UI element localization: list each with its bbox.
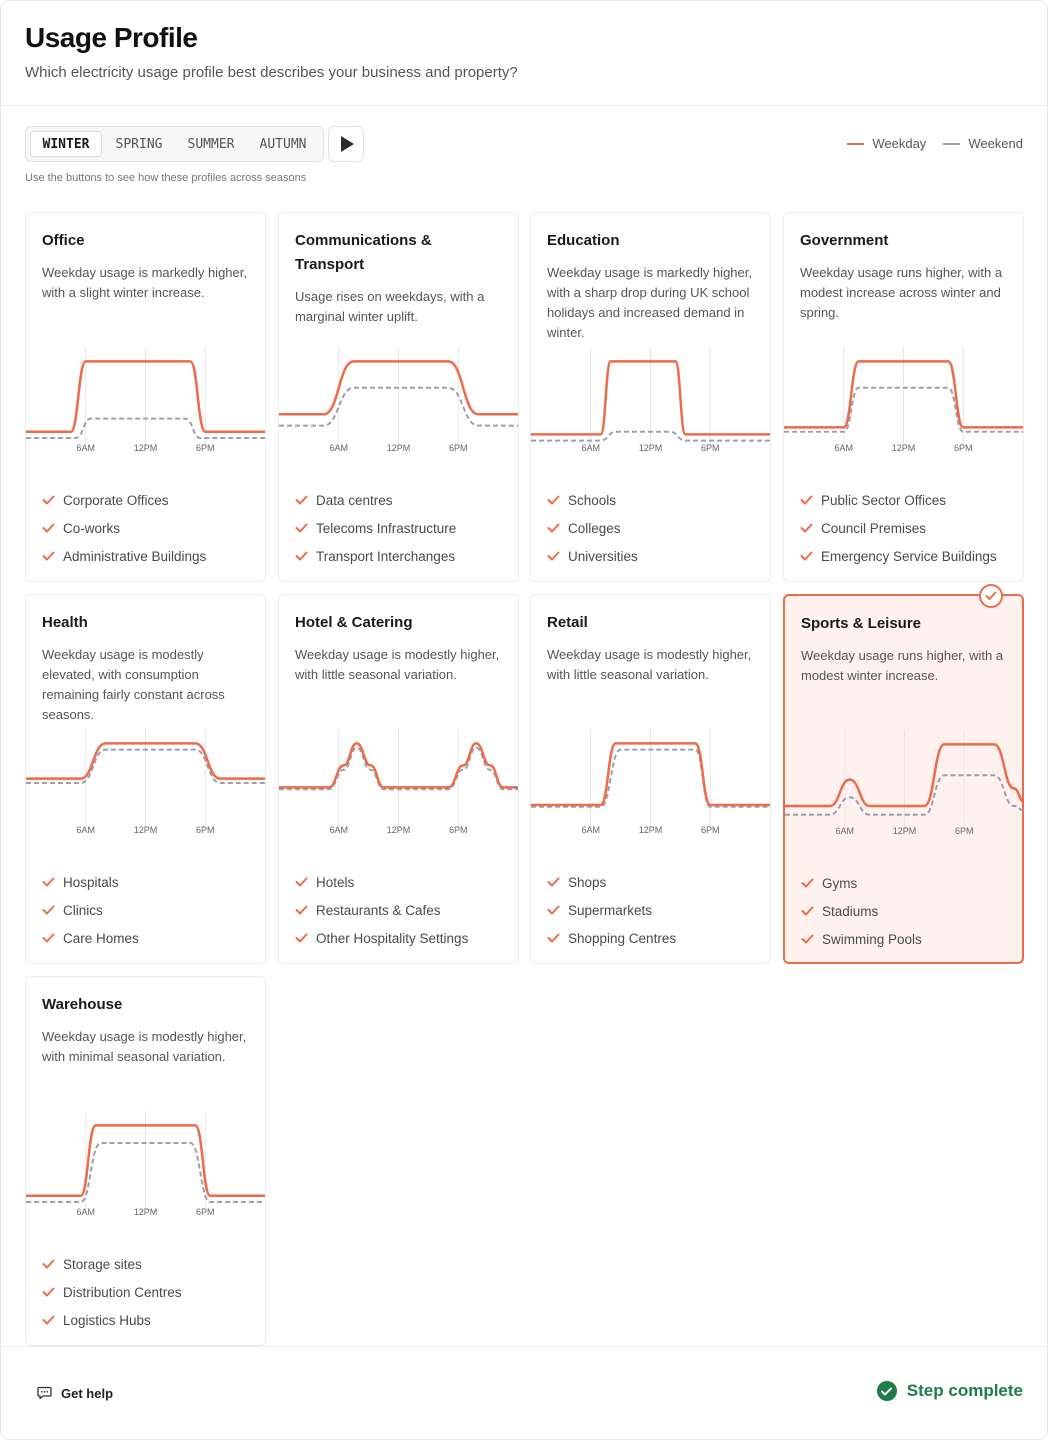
chart-tick-label: 6PM <box>448 825 468 835</box>
list-item-label: Data centres <box>316 492 393 508</box>
profile-usage-chart <box>26 725 265 841</box>
profile-card[interactable] <box>530 212 771 582</box>
profile-usage-chart <box>26 1107 265 1223</box>
profile-card[interactable] <box>25 212 266 582</box>
profile-usage-chart <box>531 343 770 459</box>
get-help-button[interactable] <box>37 1384 113 1402</box>
chart-tick-label: 6PM <box>954 826 974 836</box>
profile-card[interactable] <box>278 212 519 582</box>
profile-card-title: Education <box>547 232 620 249</box>
chart-tick-label: 6PM <box>448 443 468 453</box>
list-item <box>547 868 676 896</box>
chart-tick-label: 6PM <box>700 443 720 453</box>
play-seasons-button[interactable] <box>328 126 364 162</box>
list-item-label: Shopping Centres <box>568 930 677 946</box>
check-icon <box>547 495 560 505</box>
profile-card[interactable] <box>783 594 1024 964</box>
list-item-label: Schools <box>568 492 617 508</box>
list-item-label: Administrative Buildings <box>63 548 207 564</box>
page-header <box>0 0 1048 106</box>
list-item <box>295 896 468 924</box>
chart-tick-label: 12PM <box>386 443 411 453</box>
check-icon <box>547 551 560 561</box>
list-item-label: Universities <box>568 548 638 564</box>
list-item-label: Council Premises <box>821 520 927 536</box>
list-item <box>295 542 456 570</box>
chart-tick-label: 12PM <box>891 443 916 453</box>
list-item-label: Gyms <box>822 875 858 891</box>
list-item <box>801 897 922 925</box>
check-icon <box>801 878 814 888</box>
list-item-label: Hotels <box>316 874 355 890</box>
list-item-label: Telecoms Infrastructure <box>316 520 457 536</box>
check-icon <box>42 905 55 915</box>
list-item-label: Clinics <box>63 902 103 918</box>
list-item-label: Swimming Pools <box>822 931 922 947</box>
season-button-winter[interactable]: WINTER <box>30 131 102 157</box>
chart-tick-label: 12PM <box>638 443 663 453</box>
list-item <box>547 896 676 924</box>
chart-tick-label: 6PM <box>953 443 973 453</box>
list-item <box>547 542 638 570</box>
chart-tick-label: 6AM <box>329 825 349 835</box>
step-status-label: Step complete <box>906 1381 1023 1400</box>
check-icon <box>547 523 560 533</box>
legend-weekday-label: Weekday <box>872 136 927 151</box>
legend-weekend <box>943 136 1023 151</box>
legend-weekday <box>847 136 926 151</box>
profile-card[interactable] <box>25 594 266 964</box>
list-item-label: Co-works <box>63 520 121 536</box>
profile-example-list <box>801 869 922 953</box>
check-icon <box>800 523 813 533</box>
list-item-label: Colleges <box>568 520 621 536</box>
profile-usage-chart <box>784 343 1023 459</box>
list-item-label: Public Sector Offices <box>821 492 947 508</box>
profile-card-description: Weekday usage is modestly higher, with little seasonal variation. <box>547 647 752 682</box>
weekday-line-icon <box>847 143 864 145</box>
list-item <box>547 514 638 542</box>
check-circle-icon <box>877 1381 897 1401</box>
list-item-label: Hospitals <box>63 874 119 890</box>
list-item <box>42 1306 182 1334</box>
profile-example-list <box>42 486 206 570</box>
legend-weekend-label: Weekend <box>968 136 1023 151</box>
list-item-label: Corporate Offices <box>63 492 169 508</box>
check-icon <box>800 495 813 505</box>
profile-example-list <box>800 486 997 570</box>
list-item <box>42 924 139 952</box>
list-item <box>42 1250 182 1278</box>
chart-tick-label: 6AM <box>581 825 601 835</box>
list-item <box>42 542 206 570</box>
profile-card-title: Government <box>800 232 889 249</box>
chart-tick-label: 12PM <box>638 825 663 835</box>
chart-tick-label: 6AM <box>835 826 855 836</box>
list-item-label: Logistics Hubs <box>63 1312 151 1328</box>
chart-tick-label: 6PM <box>700 825 720 835</box>
list-item <box>800 514 997 542</box>
check-icon <box>42 495 55 505</box>
chart-tick-label: 12PM <box>386 825 411 835</box>
list-item <box>295 868 468 896</box>
profile-usage-chart <box>785 726 1024 842</box>
list-item <box>42 486 206 514</box>
check-icon <box>295 551 308 561</box>
profile-usage-chart <box>26 343 265 459</box>
season-button-autumn[interactable]: AUTUMN <box>259 136 307 152</box>
season-hint: Use the buttons to see how these profiles across seasons <box>25 172 307 184</box>
list-item <box>295 514 456 542</box>
chart-tick-label: 6AM <box>329 443 349 453</box>
list-item-label: Stadiums <box>822 903 879 919</box>
chart-tick-label: 6AM <box>76 825 96 835</box>
profile-card-description: Weekday usage runs higher, with a modest winter increase. <box>801 648 1004 683</box>
list-item-label: Restaurants & Cafes <box>316 902 441 918</box>
list-item <box>42 868 139 896</box>
chart-tick-label: 12PM <box>133 825 158 835</box>
profile-usage-chart <box>279 725 518 841</box>
selected-check-icon <box>979 584 1003 608</box>
chart-legend <box>830 136 1023 151</box>
chart-tick-label: 6AM <box>76 1207 96 1217</box>
play-icon <box>341 136 354 152</box>
weekend-line-icon <box>943 143 960 145</box>
list-item-label: Care Homes <box>63 930 139 946</box>
profile-card[interactable] <box>25 976 266 1346</box>
profile-example-list <box>42 1250 182 1334</box>
profile-card[interactable] <box>278 594 519 964</box>
season-selector <box>25 126 324 162</box>
check-icon <box>547 905 560 915</box>
profile-card-description: Weekday usage is markedly higher, with a slight winter increase. <box>42 265 247 300</box>
profile-card[interactable] <box>783 212 1024 582</box>
profile-card-title: Retail <box>547 614 588 631</box>
list-item-label: Storage sites <box>63 1256 142 1272</box>
profile-usage-chart <box>279 343 518 459</box>
check-icon <box>547 933 560 943</box>
list-item <box>295 924 468 952</box>
profile-example-list <box>295 868 468 952</box>
chat-icon <box>37 1386 52 1400</box>
profile-card-description: Weekday usage is modestly elevated, with consumption remaining fairly constant across seasons. <box>42 647 225 722</box>
check-icon <box>295 877 308 887</box>
profile-card-description: Weekday usage runs higher, with a modest increase across winter and spring. <box>800 265 1003 320</box>
chart-tick-label: 6AM <box>581 443 601 453</box>
profile-usage-chart <box>531 725 770 841</box>
profile-example-list <box>295 486 456 570</box>
list-item-label: Emergency Service Buildings <box>821 548 997 564</box>
profile-card-title: Communications & Transport <box>295 232 432 273</box>
season-button-spring[interactable]: SPRING <box>115 136 163 152</box>
check-icon <box>801 906 814 916</box>
chart-tick-label: 6PM <box>195 1207 215 1217</box>
profile-card-title: Office <box>42 232 85 249</box>
check-icon <box>295 933 308 943</box>
profile-card-title: Warehouse <box>42 996 123 1013</box>
chart-tick-label: 12PM <box>892 826 917 836</box>
profile-card-description: Usage rises on weekdays, with a marginal winter uplift. <box>295 289 485 324</box>
page-subtitle: Which electricity usage profile best describes your business and property? <box>25 64 518 81</box>
check-icon <box>42 523 55 533</box>
chart-tick-label: 6AM <box>834 443 854 453</box>
list-item-label: Transport Interchanges <box>316 548 456 564</box>
list-item <box>547 486 638 514</box>
chart-tick-label: 6AM <box>76 443 96 453</box>
list-item <box>295 486 456 514</box>
page-title: Usage Profile <box>25 22 198 53</box>
chart-tick-label: 6PM <box>195 825 215 835</box>
get-help-label: Get help <box>61 1385 114 1401</box>
list-item <box>42 896 139 924</box>
check-icon <box>547 877 560 887</box>
profile-card[interactable] <box>530 594 771 964</box>
list-item-label: Shops <box>568 874 607 890</box>
check-icon <box>42 551 55 561</box>
check-icon <box>295 495 308 505</box>
list-item-label: Distribution Centres <box>63 1284 182 1300</box>
profile-card-title: Sports & Leisure <box>801 615 922 632</box>
profile-card-title: Hotel & Catering <box>295 614 413 631</box>
list-item <box>800 542 997 570</box>
list-item <box>800 486 997 514</box>
profile-card-description: Weekday usage is markedly higher, with a sharp drop during UK school holidays and increased demand in winter. <box>547 265 752 340</box>
profile-card-description: Weekday usage is modestly higher, with little seasonal variation. <box>295 647 500 682</box>
check-icon <box>42 1315 55 1325</box>
list-item <box>801 869 922 897</box>
check-icon <box>800 551 813 561</box>
check-icon <box>295 523 308 533</box>
check-icon <box>801 934 814 944</box>
list-item <box>42 1278 182 1306</box>
list-item-label: Supermarkets <box>568 902 653 918</box>
check-icon <box>42 1287 55 1297</box>
profile-example-list <box>547 486 638 570</box>
chart-tick-label: 12PM <box>133 443 158 453</box>
check-icon <box>42 877 55 887</box>
list-item <box>801 925 922 953</box>
check-icon <box>295 905 308 915</box>
list-item <box>547 924 676 952</box>
step-status <box>877 1381 1023 1401</box>
check-icon <box>42 1259 55 1269</box>
profile-card-title: Health <box>42 614 88 631</box>
list-item-label: Other Hospitality Settings <box>316 930 469 946</box>
profile-card-description: Weekday usage is modestly higher, with minimal seasonal variation. <box>42 1029 247 1064</box>
profile-example-list <box>42 868 139 952</box>
check-icon <box>42 933 55 943</box>
profile-example-list <box>547 868 676 952</box>
chart-tick-label: 6PM <box>195 443 215 453</box>
list-item <box>42 514 206 542</box>
season-button-summer[interactable]: SUMMER <box>187 136 235 152</box>
chart-tick-label: 12PM <box>133 1207 158 1217</box>
